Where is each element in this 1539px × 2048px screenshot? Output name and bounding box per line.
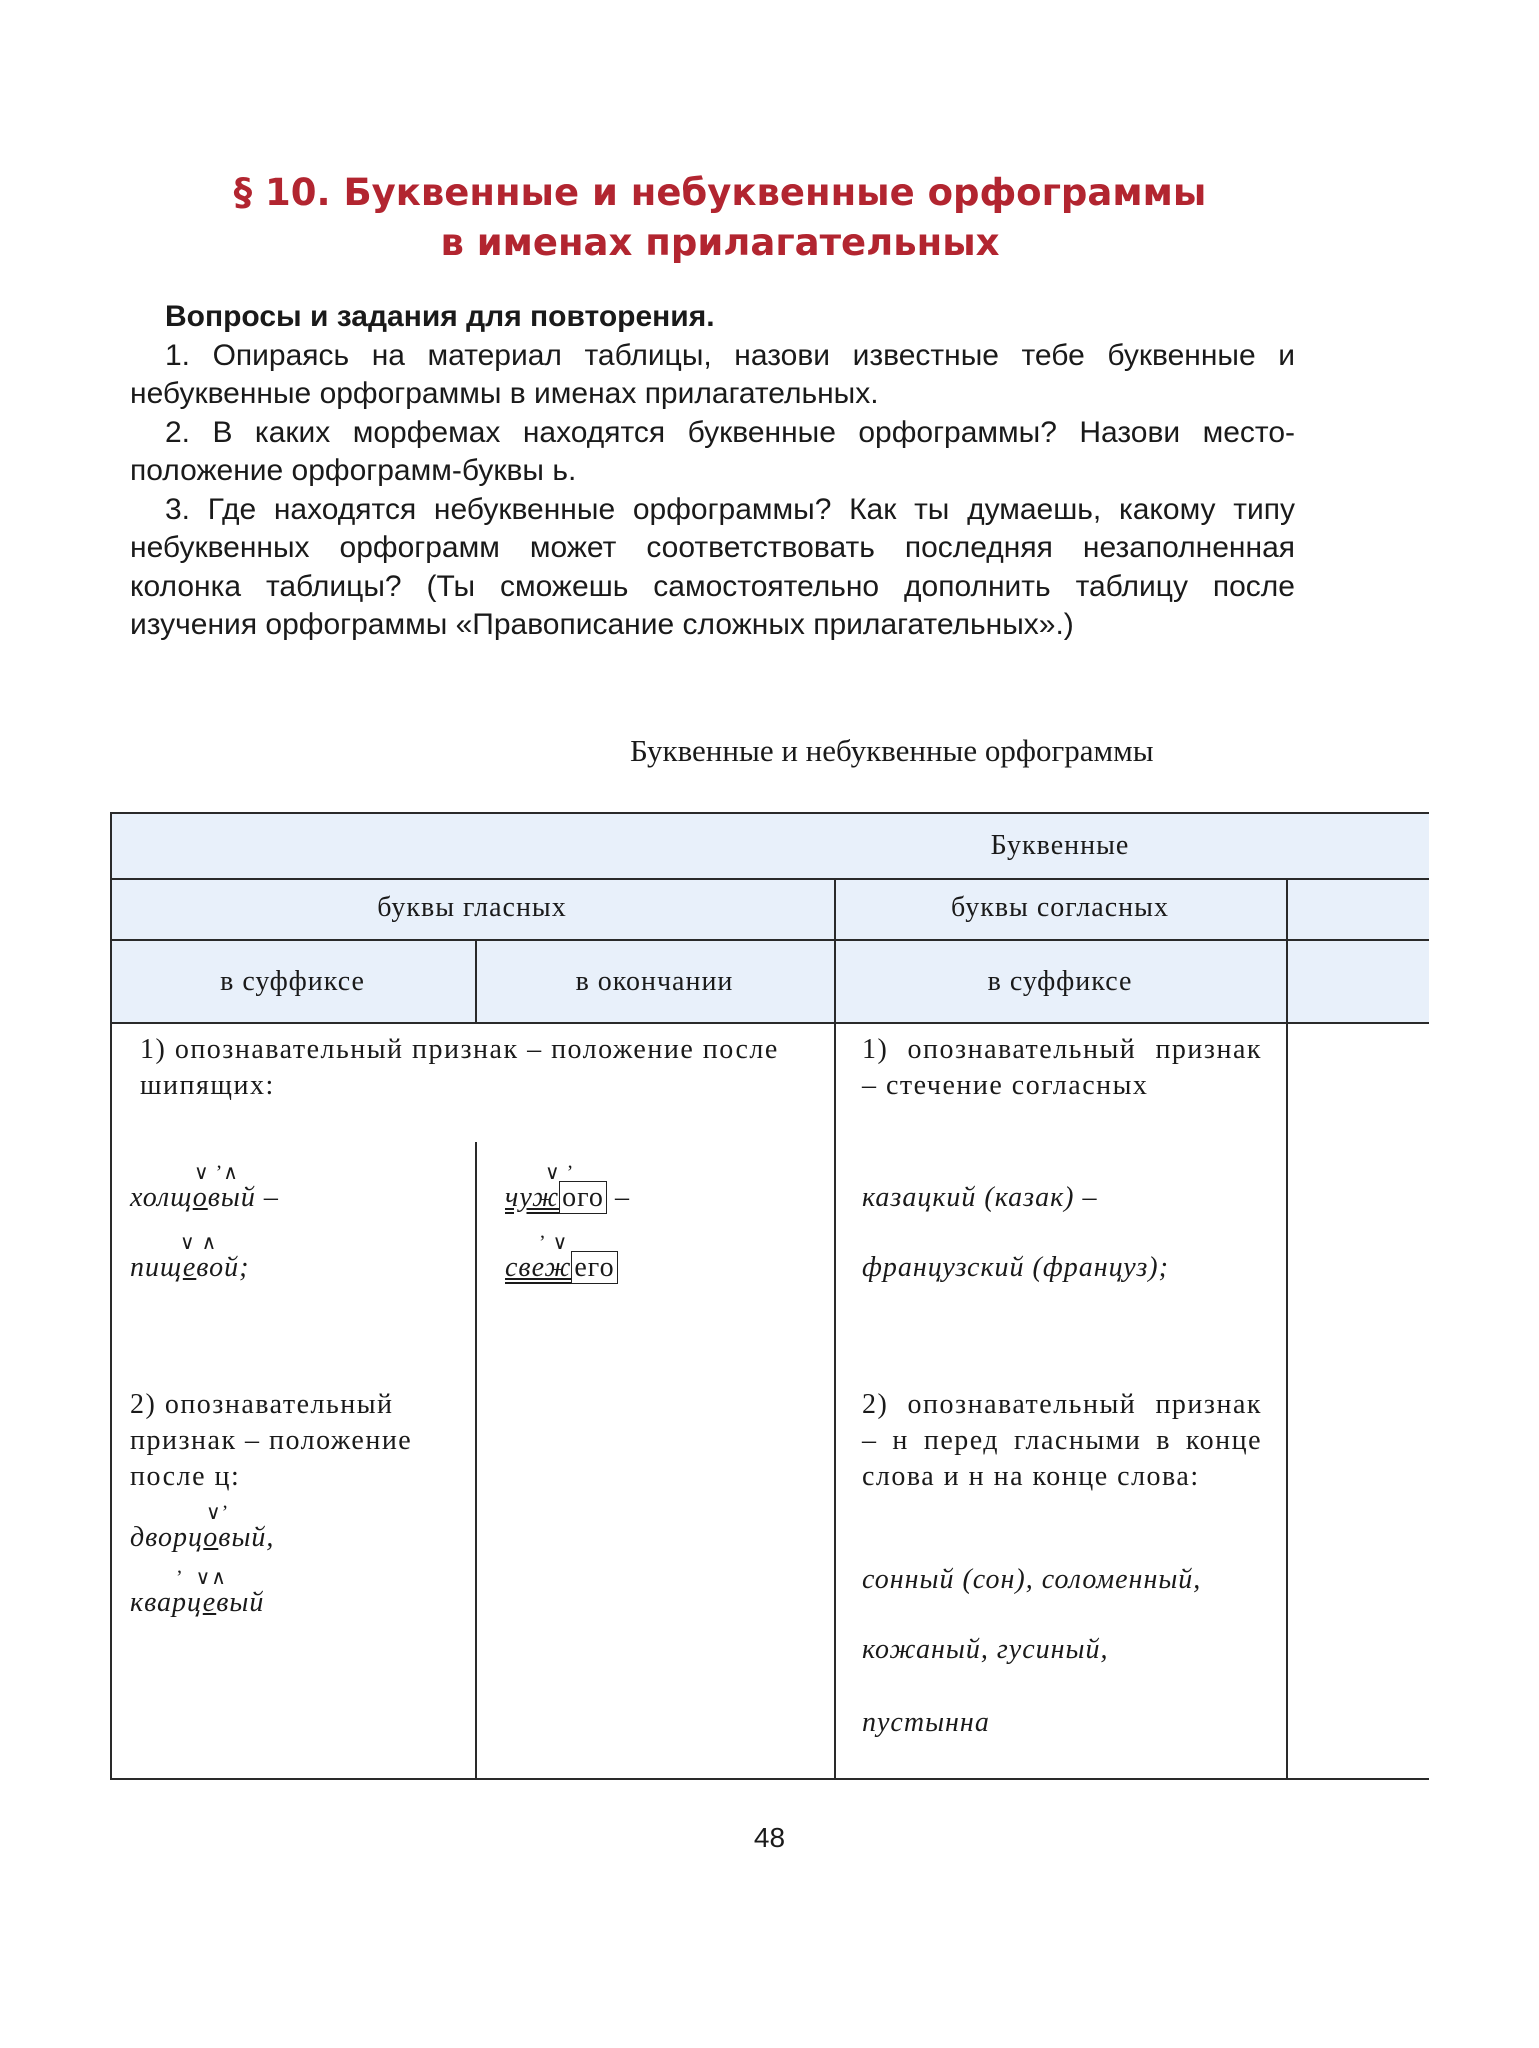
table-line bbox=[110, 1778, 1429, 1780]
example-sonny: сонный (сон), соломенный, bbox=[862, 1564, 1202, 1595]
example-frantsuzsky: французский (француз); bbox=[862, 1252, 1169, 1283]
header-consonants: буквы согласных bbox=[951, 892, 1169, 923]
header-consonant-suffix: в суффиксе bbox=[987, 966, 1133, 997]
example-orthogram: е bbox=[202, 1587, 217, 1618]
header-vowel-suffix: в суффиксе bbox=[220, 966, 365, 997]
example-root: холщ bbox=[130, 1182, 193, 1213]
table-line bbox=[834, 878, 836, 1780]
example-root: пищ bbox=[130, 1252, 183, 1283]
table-line bbox=[1286, 878, 1288, 1780]
table-line bbox=[110, 939, 1429, 941]
table-line bbox=[475, 1142, 477, 1780]
check-mark-icon: ∨ ʼ∧ bbox=[194, 1162, 239, 1184]
check-mark-icon: ʼ ∨∧ bbox=[176, 1567, 227, 1589]
example-chuzhogo bbox=[505, 1162, 630, 1214]
example-kozhany: кожаный, гусиный, bbox=[862, 1634, 1109, 1665]
example-ending: его bbox=[571, 1251, 617, 1284]
example-svezhego bbox=[505, 1232, 618, 1284]
section-title-line-2: в именах прилагательных bbox=[440, 221, 1000, 264]
page-number: 48 bbox=[753, 1822, 786, 1853]
example-dash: – bbox=[606, 1182, 630, 1213]
consonant-rule-2: 2) опознавательный признак – н перед гласными в конце слова и н на конце слова: bbox=[862, 1389, 1262, 1492]
example-orthogram: о bbox=[203, 1522, 219, 1553]
question-1: 1. Опираясь на материал таблицы, назови известные тебе буквенные и небуквенные орфограммы в именах прилагательных. bbox=[130, 338, 1295, 410]
table-line bbox=[110, 878, 1429, 880]
table-line bbox=[110, 1022, 1429, 1024]
review-questions bbox=[130, 298, 1295, 645]
section-title-line-1: § 10. Буквенные и небуквенные орфограммы bbox=[233, 171, 1207, 214]
example-rest: вый bbox=[216, 1587, 265, 1618]
consonant-rule-1: 1) опознавательный признак – стечение согласных bbox=[862, 1034, 1262, 1101]
table-line bbox=[110, 812, 112, 1780]
example-stem: чуж bbox=[505, 1182, 560, 1213]
orthogram-table bbox=[110, 812, 1429, 1780]
questions-heading: Вопросы и задания для повторения. bbox=[165, 300, 715, 333]
question-2: 2. В каких морфемах находятся буквенные орфограммы? Назови местоположение орфограмм-буквы ь. bbox=[130, 415, 1295, 487]
example-root: кварц bbox=[130, 1587, 203, 1618]
example-pustynna: пустынна bbox=[862, 1707, 990, 1738]
example-rest: вый – bbox=[207, 1182, 279, 1213]
section-title bbox=[130, 168, 1310, 268]
check-mark-icon: ∨ʼ bbox=[206, 1502, 230, 1524]
check-mark-icon: ∨ ʼ bbox=[545, 1162, 575, 1184]
example-kazatsky: казацкий (казак) – bbox=[862, 1182, 1098, 1213]
example-pishchevoy bbox=[130, 1232, 250, 1284]
check-mark-icon: ʼ ∨ bbox=[539, 1232, 569, 1254]
header-vowel-ending: в окончании bbox=[575, 966, 734, 997]
example-stem: свеж bbox=[505, 1252, 572, 1283]
example-kvartsevy bbox=[130, 1567, 265, 1619]
vowel-rule-1: 1) опознавательный признак – положение после шипящих: bbox=[140, 1034, 779, 1101]
question-3: 3. Где находятся небуквенные орфограммы? Как ты думаешь, какому типу небуквенных орфограмм может соответствовать последняя незаполненная колонка таблицы? (Ты сможешь самостоятельно дополнить таблицу после изучения орфограммы «Правописание сложных прилагательных».) bbox=[130, 492, 1295, 641]
table-caption: Буквенные и небуквенные орфограммы bbox=[630, 733, 1154, 768]
example-dvortsovy bbox=[130, 1502, 275, 1554]
example-rest: вой; bbox=[196, 1252, 250, 1283]
example-orthogram: е bbox=[182, 1252, 197, 1283]
vowel-rule-2: 2) опознавательный признак – положение после ц: bbox=[130, 1389, 413, 1492]
example-root: дворц bbox=[130, 1522, 204, 1553]
header-letter-orthograms: Буквенные bbox=[990, 830, 1130, 861]
header-vowels: буквы гласных bbox=[377, 892, 567, 923]
check-mark-icon: ∨ ∧ bbox=[180, 1232, 218, 1254]
example-holshchovy bbox=[130, 1162, 279, 1214]
example-orthogram: о bbox=[192, 1182, 208, 1213]
example-ending: ого bbox=[559, 1181, 607, 1214]
table-line bbox=[110, 812, 1429, 814]
example-rest: вый, bbox=[218, 1522, 275, 1553]
